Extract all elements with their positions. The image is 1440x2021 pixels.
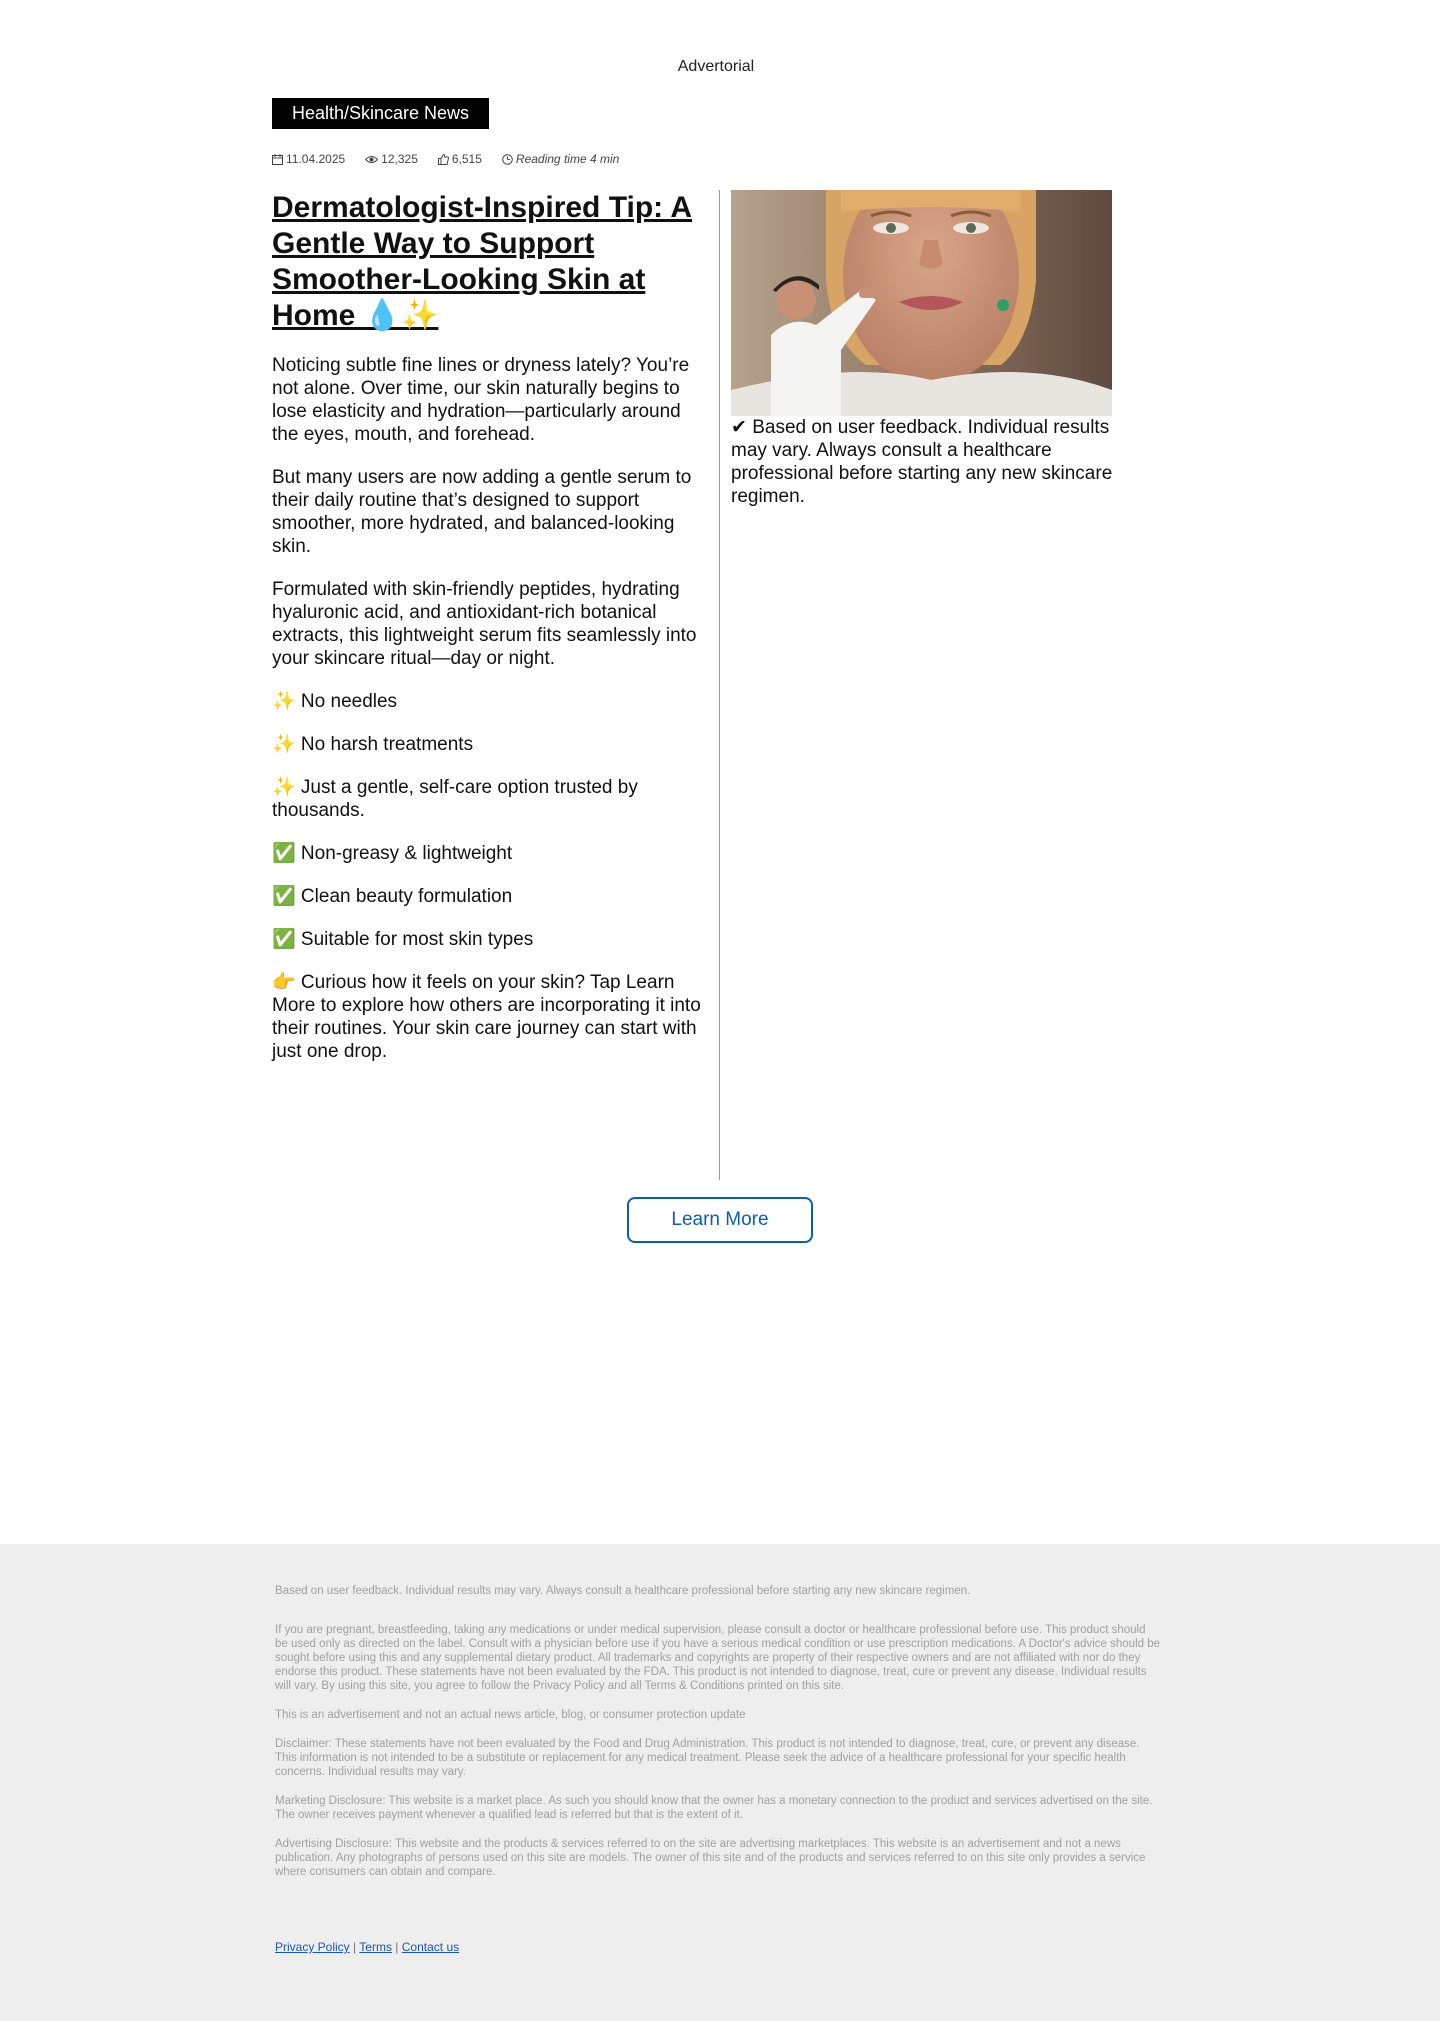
feature-item: ✅ Non-greasy & lightweight <box>272 843 513 864</box>
footer-paragraph: Advertising Disclosure: This website and the products & services referred to on the site are advertising marketplaces. This website is an advertisement and not a news publication. Any photographs of persons used on this site are models. The owner of this site and of the products and services referred to on this site only provides a service where consumers can obtain and compare. <box>275 1838 1146 1878</box>
link-separator: | <box>395 1940 399 1954</box>
category-badge: Health/Skincare News <box>272 98 489 129</box>
footer <box>0 1544 1440 2021</box>
benefit-item: ✨ Just a gentle, self-care option trusted by thousands. <box>272 777 638 821</box>
link-separator: | <box>353 1940 357 1954</box>
article-photo[interactable] <box>731 190 1112 416</box>
eye-icon <box>365 155 378 164</box>
footer-paragraph: Disclaimer: These statements have not been evaluated by the Food and Drug Administration. This product is not intended to diagnose, treat, cure, or prevent any disease. This information is not intended to be a substitute or replacement for any medical treatment. Please seek the advice of a healthcare professional for your specific health concerns. Individual results may vary. <box>275 1738 1140 1778</box>
article-meta <box>272 152 639 166</box>
learn-more-button[interactable]: Learn More <box>627 1197 813 1243</box>
feature-item: ✅ Clean beauty formulation <box>272 886 513 907</box>
calendar-icon <box>272 154 283 165</box>
meta-date-text: 11.04.2025 <box>286 152 346 166</box>
footer-paragraph: Marketing Disclosure: This website is a market place. As such you should know that the owner has a monetary connection to the product and services advertised on the site. The owner receives payment whenever a qualified lead is referred but that is the extent of it. <box>275 1795 1153 1821</box>
meta-date <box>272 152 345 166</box>
meta-reading-time-text: Reading time 4 min <box>515 152 620 166</box>
footer-paragraph: If you are pregnant, breastfeeding, taking any medications or under medical supervision, please consult a doctor or healthcare professional before use. This product should be used only as directed on the label. Consult with a physician before use if you have a serious medical condition or use prescription medications. A Doctor's advice should be sought before using this and any supplemental dietary product. All trademarks and copyrights are property of their respective owners and are not affiliated with nor do they endorse this product. These statements have not been evaluated by the FDA. This product is not intended to diagnose, treat, cure or prevent any disease. Individual results will vary. By using this site, you agree to follow the Privacy Policy and all Terms & Conditions printed on this site. <box>275 1624 1161 1692</box>
contact-us-link[interactable]: Contact us <box>401 1940 460 1954</box>
footer-paragraph: This is an advertisement and not an actual news article, blog, or consumer protection update <box>275 1709 746 1721</box>
feature-item: ✅ Suitable for most skin types <box>272 929 534 950</box>
benefit-item: ✨ No needles <box>272 691 398 712</box>
footer-disclaimers <box>275 1584 1160 1894</box>
privacy-policy-link[interactable]: Privacy Policy <box>275 1940 350 1954</box>
advertorial-label: Advertorial <box>677 58 755 75</box>
meta-reading-time <box>502 152 619 166</box>
footer-links <box>275 1940 459 1954</box>
meta-views <box>365 152 418 166</box>
thumbs-up-icon <box>438 154 449 165</box>
column-divider <box>719 190 720 1180</box>
clock-icon <box>502 154 513 165</box>
terms-link[interactable]: Terms <box>359 1940 392 1954</box>
article-paragraph: But many users are now adding a gentle serum to their daily routine that’s designed to support smoother, more hydrated, and balanced-looking skin. <box>272 467 692 557</box>
footer-paragraph: Based on user feedback. Individual results may vary. Always consult a healthcare professional before starting any new skincare regimen. <box>275 1585 971 1597</box>
article-paragraph: Formulated with skin-friendly peptides, hydrating hyaluronic acid, and antioxidant-rich botanical extracts, this lightweight serum fits seamlessly into your skincare ritual—day or night. <box>272 579 697 669</box>
sidebar-column <box>731 190 1113 508</box>
meta-likes-text: 6,515 <box>451 152 482 166</box>
meta-likes <box>438 152 482 166</box>
article-paragraph: Noticing subtle fine lines or dryness lately? You’re not alone. Over time, our skin naturally begins to lose elasticity and hydration—particularly around the eyes, mouth, and forehead. <box>272 355 690 445</box>
article-headline[interactable]: Dermatologist-Inspired Tip: A Gentle Way to Support Smoother-Looking Skin at Home 💧✨ <box>272 191 693 332</box>
benefit-item: ✨ No harsh treatments <box>272 734 474 755</box>
article-column <box>272 190 708 1063</box>
article-cta-text: 👉 Curious how it feels on your skin? Tap Learn More to explore how others are incorporating it into their routines. Your skin care journey can start with just one drop. <box>272 972 701 1062</box>
photo-caption: ✔ Based on user feedback. Individual results may vary. Always consult a healthcare professional before starting any new skincare regimen. <box>731 417 1113 507</box>
meta-views-text: 12,325 <box>381 152 418 166</box>
